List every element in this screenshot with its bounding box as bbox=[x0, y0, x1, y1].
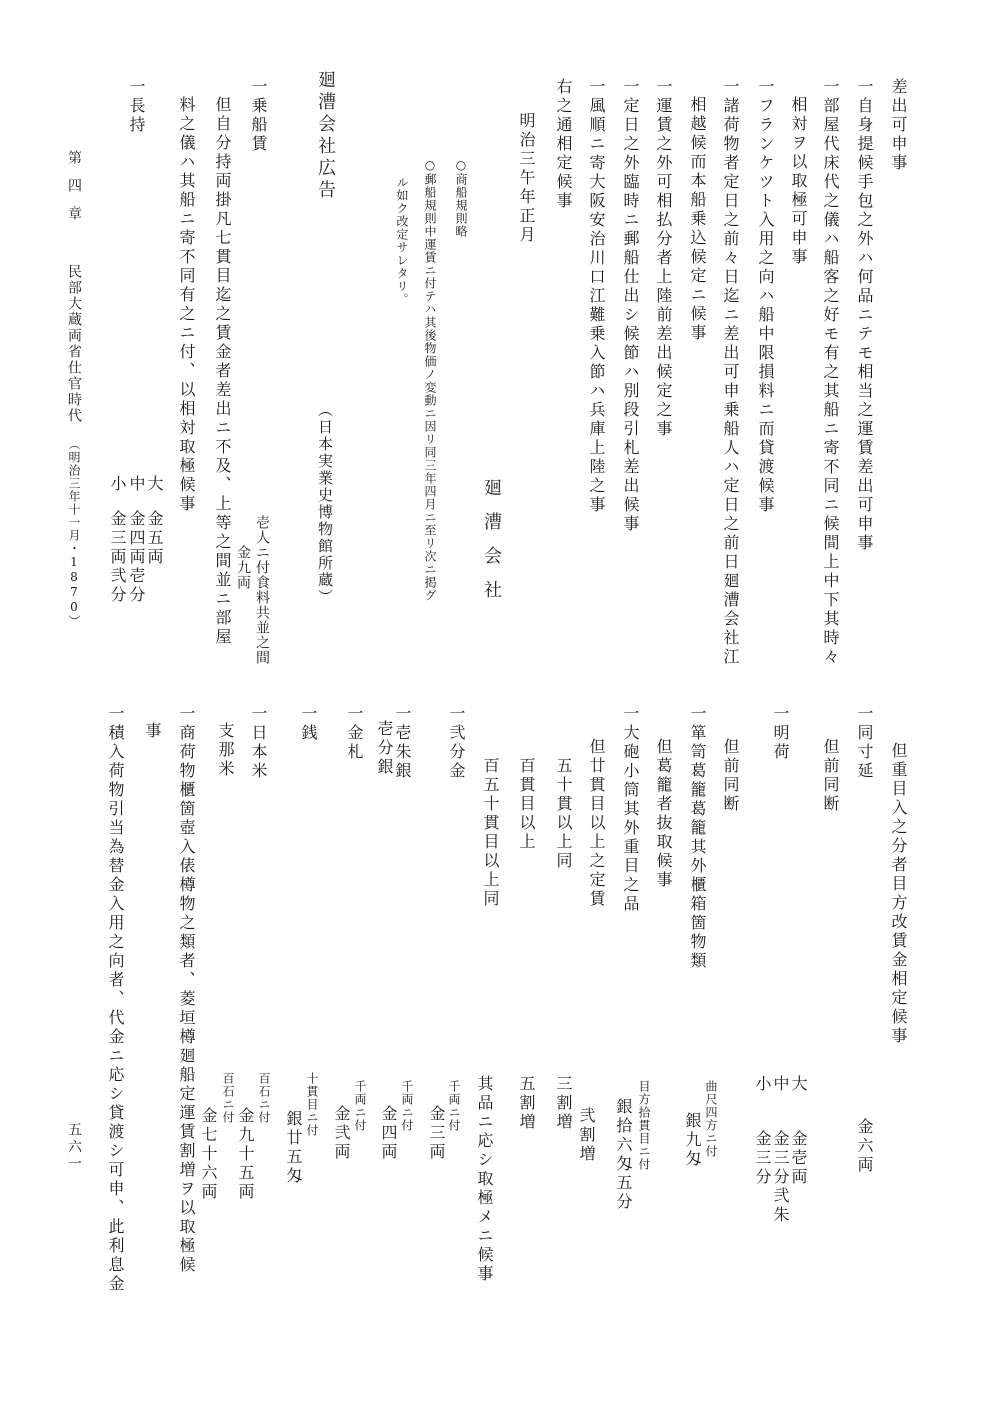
signature-company: 廻漕会社 bbox=[481, 478, 502, 614]
unit-note: 千両ニ付 bbox=[447, 1080, 461, 1132]
text-column: 相対ヲ以取極可申事 bbox=[789, 96, 808, 267]
text-column: 一定日之外臨時ニ郵船仕出シ候節ハ別段引札差出候事 bbox=[621, 78, 640, 534]
price-amount: 金三両弐分 bbox=[108, 510, 127, 605]
date-line: 明治三午年正月 bbox=[517, 112, 536, 245]
text-column: 一乗船賃 bbox=[249, 78, 268, 154]
text-column: 一箪笥葛籠葛籠其外櫃箱箇物類 bbox=[688, 705, 707, 971]
surcharge: 弐割増 bbox=[577, 1107, 596, 1164]
text-column: 一運賃之外可相払分者上陸前差出候定之事 bbox=[654, 78, 673, 439]
text-column: 一弐分金 bbox=[447, 705, 466, 781]
price-amount: 金四両壱分 bbox=[127, 510, 146, 605]
size-label: 小 bbox=[753, 1075, 772, 1094]
fare-note: 壱人ニ付食料共並之間 bbox=[254, 515, 270, 665]
text-column: 差出可申事 bbox=[889, 78, 908, 173]
text-column: 一諸荷物者定日之前々日迄ニ差出可申乗船人ハ定日之前日廻漕会社江 bbox=[721, 78, 740, 667]
unit-note: 千両ニ付 bbox=[353, 1080, 367, 1132]
rate-note: 其品ニ応シ取極メニ候事 bbox=[475, 1075, 494, 1284]
text-column: 但前同断 bbox=[721, 738, 740, 814]
text-column: 一長持 bbox=[127, 78, 146, 135]
page-number: 五六一 bbox=[66, 1122, 82, 1173]
price-amount: 金三分弐朱 bbox=[771, 1130, 790, 1225]
text-column: 一積入荷物引当為替金入用之向者、代金ニ応シ貸渡シ可申、此利息金 bbox=[106, 705, 125, 1294]
unit-note: 曲尺四方ニ付 bbox=[704, 1080, 718, 1158]
text-column: 右之通相定候事 bbox=[554, 78, 573, 211]
text-column: 一壱朱銀 bbox=[393, 705, 412, 781]
price-amount: 金弐両 bbox=[332, 1105, 351, 1162]
price-amount: 銀廿五匁 bbox=[284, 1110, 303, 1186]
text-column: 但前同断 bbox=[821, 738, 840, 814]
note-line: ル如ク改定サレタリ。 bbox=[395, 176, 409, 306]
source-citation: （日本実業史博物館所蔵） bbox=[316, 402, 334, 606]
text-column: 相越候而本船乗込候定ニ候事 bbox=[688, 96, 707, 343]
text-column: 百貫目以上 bbox=[517, 757, 536, 852]
note-line: ○郵船規則中運賃ニ付テハ其後物価ノ変動ニ因リ同三年四月ニ至リ次ニ掲グ bbox=[423, 158, 437, 602]
text-column: 百五十貫目以上同 bbox=[481, 757, 500, 909]
surcharge: 五割増 bbox=[517, 1075, 536, 1132]
price-amount: 銀九匁 bbox=[683, 1112, 702, 1169]
chapter-title: 民部大蔵両省仕官時代 bbox=[66, 264, 82, 424]
size-label: 大 bbox=[145, 475, 164, 494]
price-amount: 金五両 bbox=[145, 510, 164, 567]
price-amount: 金六両 bbox=[855, 1118, 874, 1175]
size-label: 中 bbox=[127, 475, 146, 494]
unit-note: 百石ニ付 bbox=[257, 1072, 271, 1124]
price-amount: 金壱両 bbox=[789, 1130, 808, 1187]
price-amount: 金九十五両 bbox=[236, 1107, 255, 1202]
unit-note: 千両ニ付 bbox=[400, 1080, 414, 1132]
unit-note: 百石ニ付 bbox=[221, 1072, 235, 1124]
note-line: ○商船規則略 bbox=[454, 158, 468, 238]
price-amount: 金三両 bbox=[427, 1105, 446, 1162]
text-column: 但重目入之分者目方改賃金相定候事 bbox=[889, 742, 908, 1046]
size-label: 小 bbox=[108, 475, 127, 494]
text-column: 一金札 bbox=[345, 705, 364, 762]
text-column: 支那米 bbox=[216, 722, 235, 779]
text-column: 但葛籠者抜取候事 bbox=[654, 738, 673, 890]
text-column: 一同寸延 bbox=[855, 705, 874, 781]
text-column: 一商荷物櫃箇壺入俵樽物之類者、菱垣樽廻船定運賃割増ヲ以取極候 bbox=[177, 705, 196, 1275]
price-amount: 金三分 bbox=[753, 1130, 772, 1187]
text-column: 料之儀ハ其船ニ寄不同有之ニ付、以相対取極候事 bbox=[177, 96, 196, 514]
text-column: 一明荷 bbox=[771, 705, 790, 762]
section-heading: 廻漕会社広告 bbox=[315, 70, 336, 202]
text-column: 但廿貫目以上之定賃 bbox=[587, 738, 606, 909]
text-column: 五十貫以上同 bbox=[554, 757, 573, 871]
size-label: 中 bbox=[771, 1075, 790, 1094]
unit-note: 目方拾貫目ニ付 bbox=[637, 1080, 651, 1171]
text-column: 事 bbox=[143, 722, 162, 741]
period-label: （明治三年十一月・1870） bbox=[67, 438, 81, 628]
size-label: 大 bbox=[789, 1075, 808, 1094]
text-column: 一自身提候手包之外ハ何品ニテモ相当之運賃差出可申事 bbox=[855, 78, 874, 553]
text-column: 一風順ニ寄大阪安治川口江難乗入節ハ兵庫上陸之事 bbox=[587, 78, 606, 515]
fare-amount: 金九両 bbox=[235, 545, 251, 590]
surcharge: 三割増 bbox=[554, 1075, 573, 1132]
text-column: 一大砲小筒其外重目之品 bbox=[621, 705, 640, 914]
price-amount: 金七十六両 bbox=[199, 1107, 218, 1202]
text-column: 但自分持両掛凡七貫目迄之賃金者差出ニ不及、上等之間並ニ部屋 bbox=[213, 96, 232, 647]
text-column: 一銭 bbox=[299, 705, 318, 743]
unit-note: 十貫目ニ付 bbox=[305, 1072, 319, 1137]
price-amount: 金四両 bbox=[379, 1105, 398, 1162]
text-column: 一日本米 bbox=[249, 705, 268, 781]
text-column: 一フランケツト入用之向ハ船中限損料ニ而貸渡候事 bbox=[756, 78, 775, 515]
chapter-label: 第四章 bbox=[66, 150, 82, 234]
text-column: 壱分銀 bbox=[375, 720, 394, 777]
text-column: 一部屋代床代之儀ハ船客之好モ有之其船ニ寄不同ニ候間上中下其時々 bbox=[821, 78, 840, 667]
price-amount: 銀拾六匁五分 bbox=[614, 1098, 633, 1212]
